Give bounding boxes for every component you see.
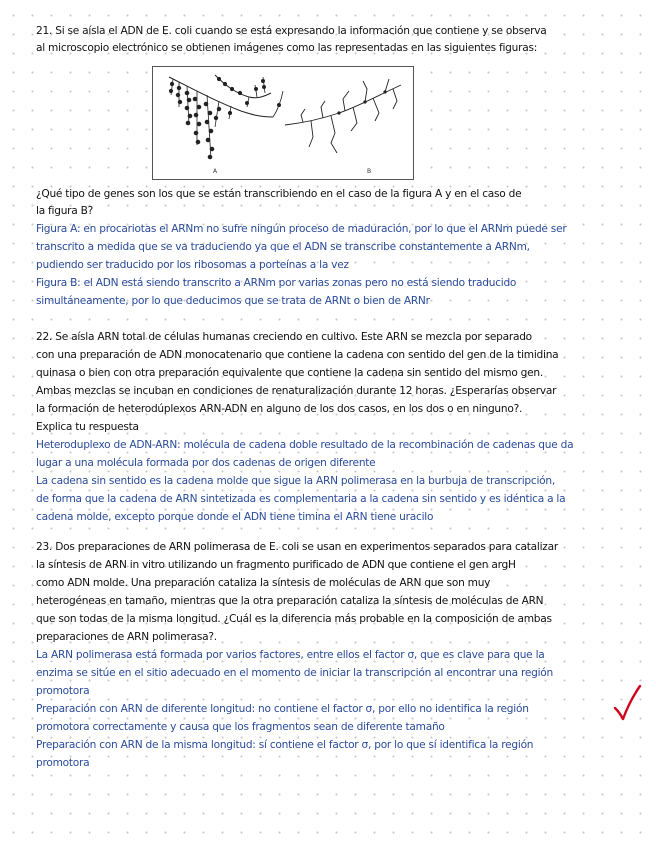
q23-answer-line: Preparación con ARN de diferente longitud: no contiene el factor σ, por ello no identifica la región	[36, 703, 529, 715]
q22-answer-line: Heteroduplexo de ADN-ARN: molécula de cadena doble resultado de la recombinación de cadenas que da	[36, 439, 574, 451]
q23-answer-line: promotora	[36, 757, 90, 769]
q23-question-line: que son todas de la misma longitud. ¿Cuál es la diferencia más probable en la composición de ambas	[36, 613, 552, 625]
q23-question-line: la síntesis de ARN in vitro utilizando un fragmento purificado de ADN que contiene el gen argH	[36, 559, 516, 571]
figure-a-drawing	[169, 75, 283, 159]
q22-answer-line: La cadena sin sentido es la cadena molde que sigue la ARN polimerasa en la burbuja de transcripción,	[36, 475, 555, 487]
q23-question-line: preparaciones de ARN polimerasa?.	[36, 631, 217, 643]
q22-answer-line: de forma que la cadena de ARN sintetizada es complementaria a la cadena sin sentido y es idéntica a la	[36, 493, 566, 505]
transcription-diagram	[153, 67, 413, 179]
q21-intro-line-2: al microscopio electrónico se obtienen imágenes como las representadas en las siguientes figuras:	[36, 42, 538, 54]
q22-question-line: Explica tu respuesta	[36, 421, 139, 433]
q22-answer-line: cadena molde, excepto porque donde el ADN tiene timina el ARN tiene uracilo	[36, 511, 434, 523]
q23-question-line: 23. Dos preparaciones de ARN polimerasa de E. coli se usan en experimentos separados para catalizar	[36, 541, 558, 553]
figure-b-drawing	[285, 79, 401, 153]
figure-a-label: A	[213, 168, 218, 175]
q22-answer-line: lugar a una molécula formada por dos cadenas de origen diferente	[36, 457, 376, 469]
figure-b-label: B	[367, 168, 372, 175]
q22-question-line: quinasa o bien con otra preparación equivalente que contiene la cadena sin sentido del mismo gen.	[36, 367, 543, 379]
q21-intro-line-1: 21. Si se aísla el ADN de E. coli cuando se está expresando la información que contiene y se observa	[36, 25, 547, 37]
q22-question-line: 22. Se aísla ARN total de células humanas creciendo en cultivo. Este ARN se mezcla por separado	[36, 331, 532, 343]
q23-answer-line: promotora correctamente y causa que los fragmentos sean de diferente tamaño	[36, 721, 445, 733]
q21-answer-line: simultáneamente, por lo que deducimos que se trata de ARNt o bien de ARNr	[36, 295, 430, 307]
q23-question-line: heterogéneas en tamaño, mientras que la otra preparación cataliza la síntesis de moléculas de ARN	[36, 595, 544, 607]
q21-answer-line: Figura B: el ADN está siendo transcrito a ARNm por varias zonas pero no está siendo traducido	[36, 277, 517, 289]
q22-question-line: con una preparación de ADN monocatenario que contiene la cadena con sentido del gen de la timidina	[36, 349, 559, 361]
q22-question-line: la formación de heterodúplexos ARN-ADN en alguno de los dos casos, en los dos o en ninguno?.	[36, 403, 523, 415]
q21-answer-line: pudiendo ser traducido por los ribosomas a porteínas a la vez	[36, 259, 349, 271]
q21-question-line-2: la figura B?	[36, 205, 94, 217]
q23-question-line: como ADN molde. Una preparación cataliza la síntesis de moléculas de ARN que son muy	[36, 577, 491, 589]
q21-answer-line: transcrito a medida que se va traduciendo ya que el ADN se transcribe constantemente a ARNm,	[36, 241, 530, 253]
q21-answer-line: Figura A: en procariotas el ARNm no sufre ningún proceso de maduración, por lo que el ARNm puede ser	[36, 223, 567, 235]
q23-answer-line: La ARN polimerasa está formada por varios factores, entre ellos el factor σ, que es clave para que la	[36, 649, 545, 661]
q23-answer-line: promotora	[36, 685, 90, 697]
checkmark-icon	[612, 684, 642, 722]
electron-micrograph-figure	[152, 66, 414, 180]
q23-answer-line: enzima se sitúe en el sitio adecuado en el momento de iniciar la transcripción al encontrar una región	[36, 667, 553, 679]
q22-question-line: Ambas mezclas se incuban en condiciones de renaturalización durante 12 horas. ¿Esperarías observar	[36, 385, 557, 397]
q21-question-line-1: ¿Qué tipo de genes son los que se están transcribiendo en el caso de la figura A y en el caso de	[36, 188, 522, 200]
q23-answer-line: Preparación con ARN de la misma longitud: sí contiene el factor σ, por lo que sí identifica la región	[36, 739, 534, 751]
